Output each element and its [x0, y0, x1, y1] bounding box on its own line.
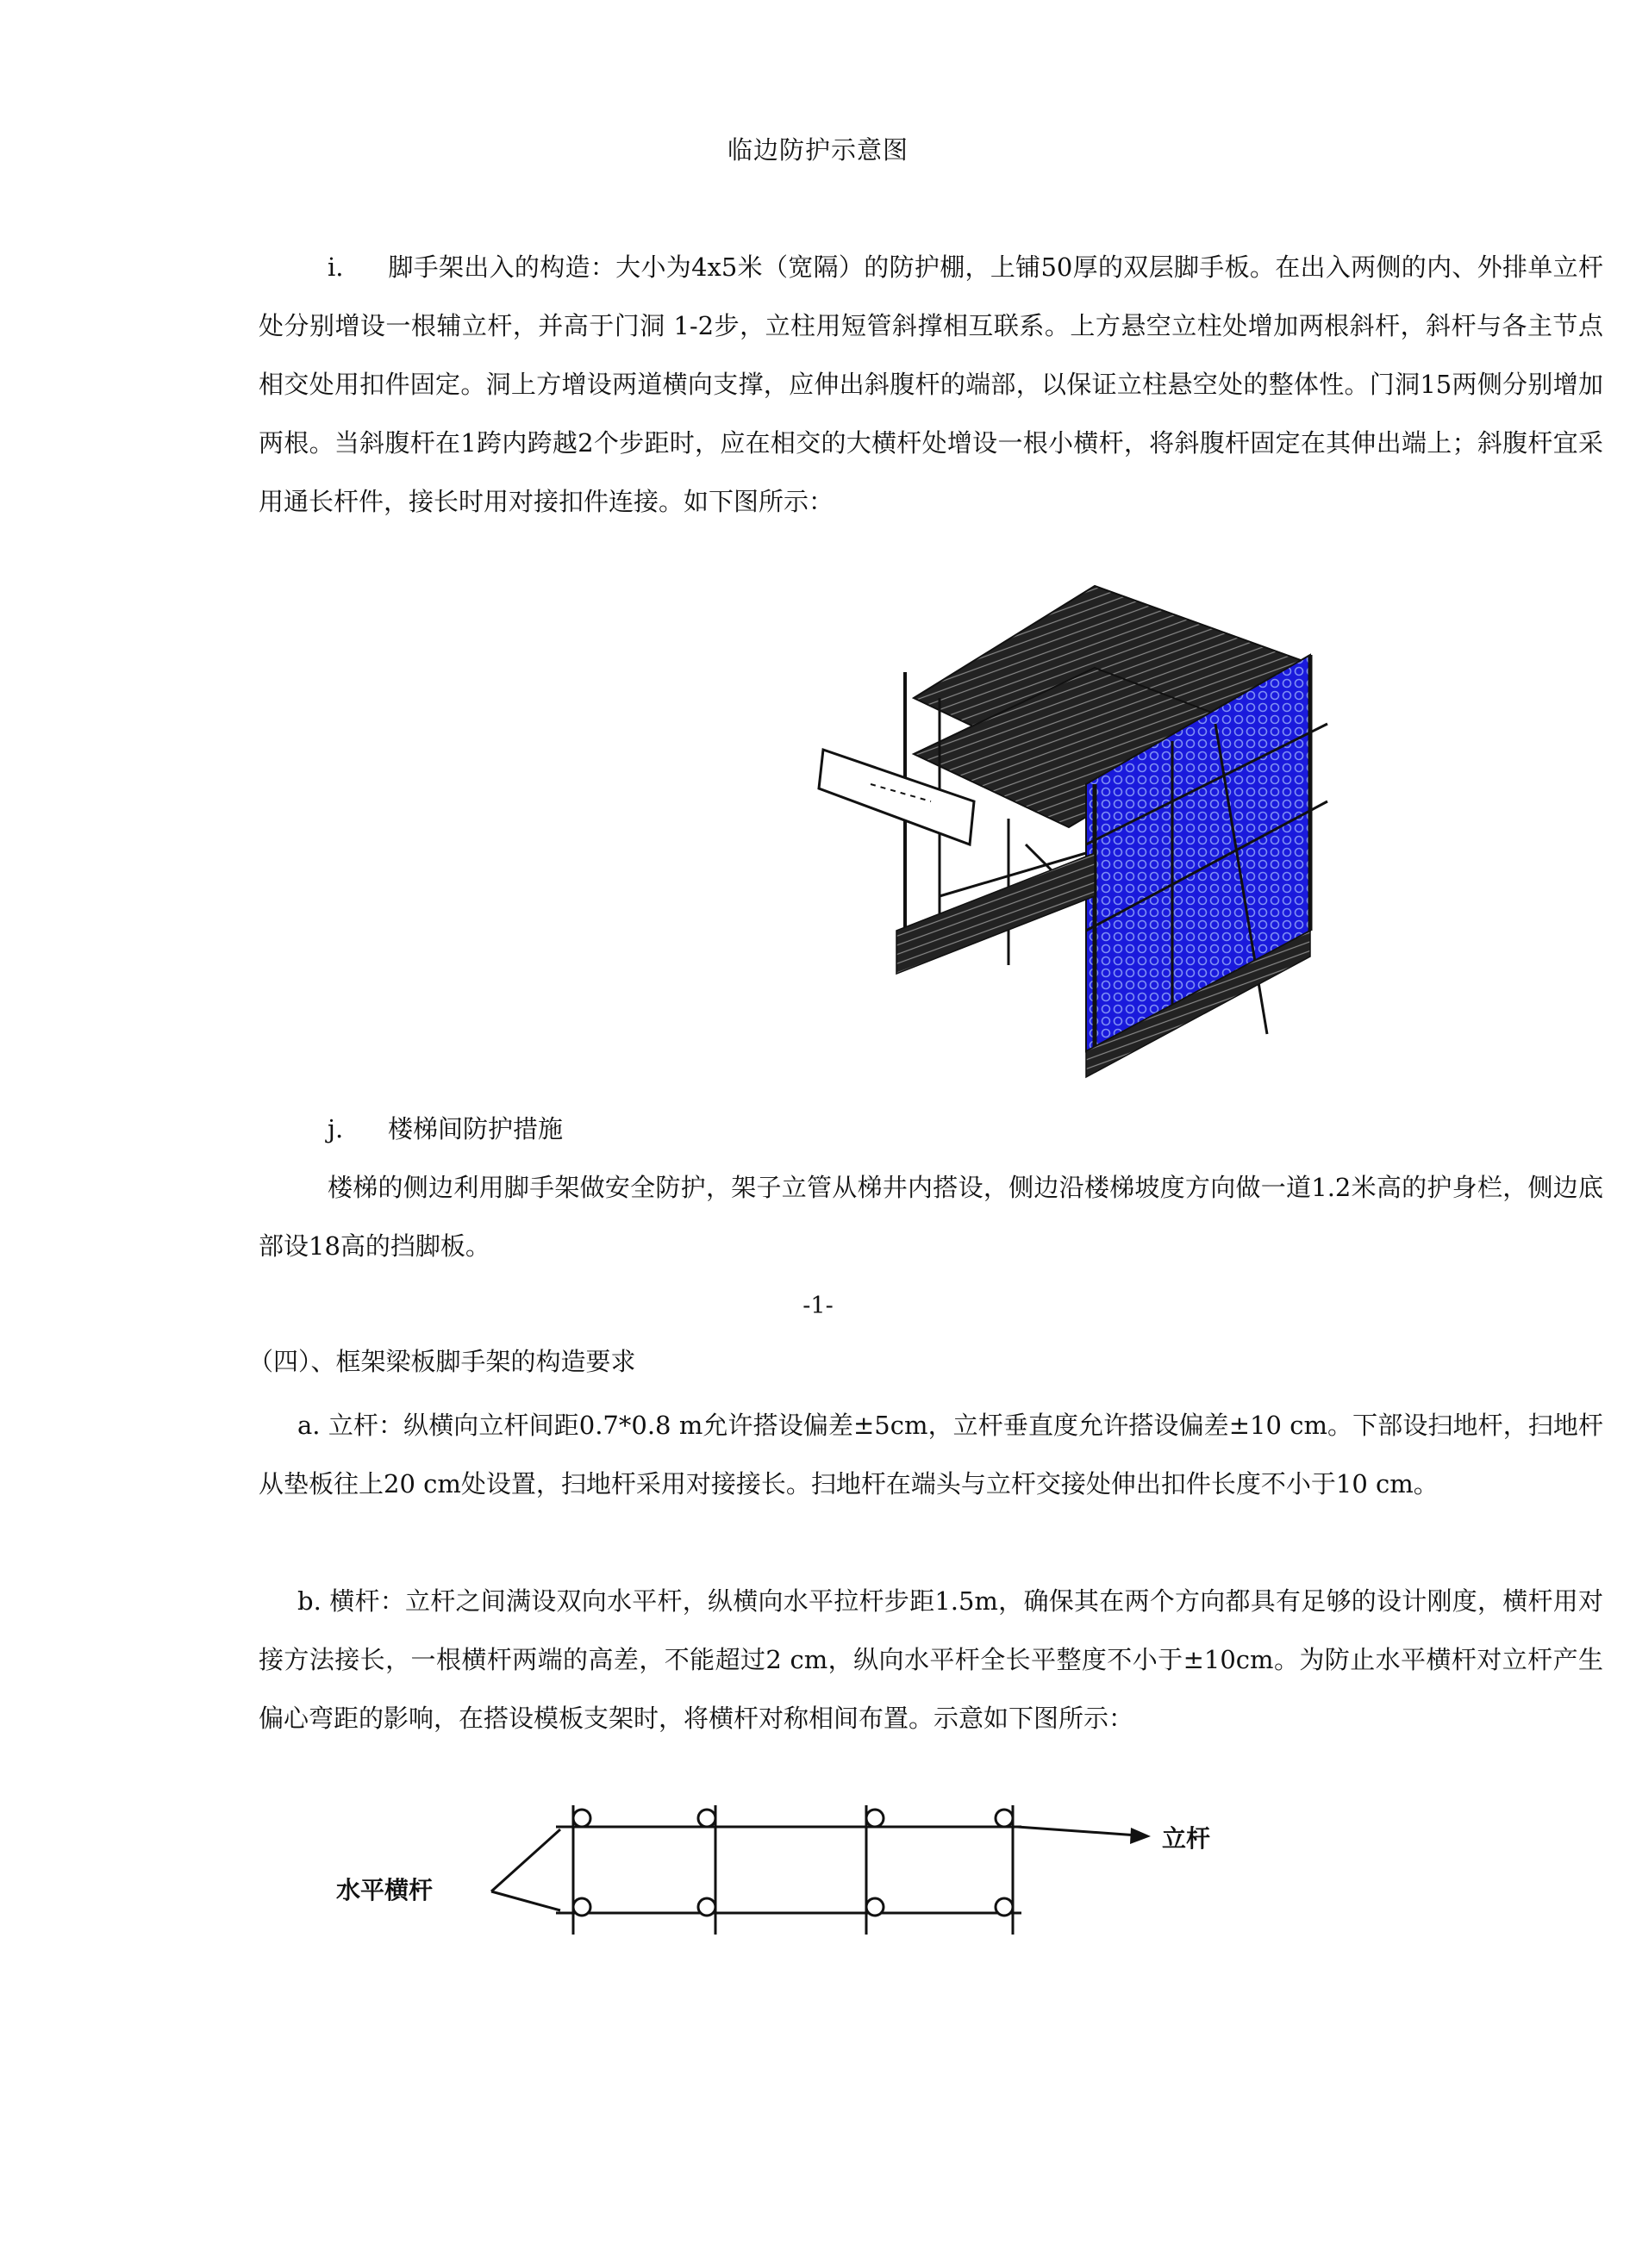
label-vertical-bar: 立杆: [1162, 1824, 1211, 1853]
section-i-label: i.: [328, 252, 344, 282]
section-j-label: j.: [328, 1114, 344, 1143]
section-j-heading: [328, 1100, 1636, 1158]
section-i-text: 脚手架出入的构造：大小为4x5米（宽隔）的防护棚，上铺50厚的双层脚手板。在出入两侧的内、外排单立杆处分别增设一根辅立杆，并高于门洞 1-2步，立柱用短管斜撑相互联系。上方悬空立柱处增加两根斜杆，斜杆与各主节点相交处用扣件固定。洞上方增设两道横向支撑，应伸出斜腹杆的端部，以保证立柱悬空处的整体性。门洞15两侧分别增加两根。当斜腹杆在1跨内跨越2个步距时，应在相交的大横杆处增设一根小横杆，将斜腹杆固定在其伸出端上；斜腹杆宜采用通长杆件，接长时用对接扣件连接。如下图所示：: [259, 252, 1603, 516]
label-horizontal-bar: 水平横杆: [336, 1876, 434, 1904]
scaffold-entrance-figure: [810, 569, 1345, 1086]
page-number: -1-: [802, 1293, 834, 1319]
bar-layout-diagram: [328, 1797, 1258, 1935]
page-title: 临边防护示意图: [727, 135, 909, 165]
section-j-paragraph: 楼梯的侧边利用脚手架做安全防护，架子立管从梯井内搭设，侧边沿楼梯坡度方向做一道1.2米高的护身栏，侧边底部设18高的挡脚板。: [259, 1173, 1603, 1261]
section-i-paragraph: [259, 238, 1603, 531]
item-b-paragraph: b. 横杆：立杆之间满设双向水平杆，纵横向水平拉杆步距1.5m，确保其在两个方向都具有足够的设计刚度，横杆用对接方法接长，一根横杆两端的高差，不能超过2 cm，纵向水平杆全长平整度不小于±10cm。为防止水平横杆对立杆产生偏心弯距的影响，在搭设模板支架时，将横杆对称相间布置。示意如下图所示：: [259, 1586, 1603, 1733]
section-j-title: 楼梯间防护措施: [388, 1114, 564, 1143]
section-four-heading: （四）、框架梁板脚手架的构造要求: [248, 1347, 636, 1376]
item-a-paragraph: a. 立杆：纵横向立杆间距0.7*0.8 m允许搭设偏差±5cm，立杆垂直度允许搭设偏差±10 cm。下部设扫地杆，扫地杆从垫板往上20 cm处设置，扫地杆采用对接接长。扫地杆在端头与立杆交接处伸出扣件长度不小于10 cm。: [259, 1411, 1603, 1498]
